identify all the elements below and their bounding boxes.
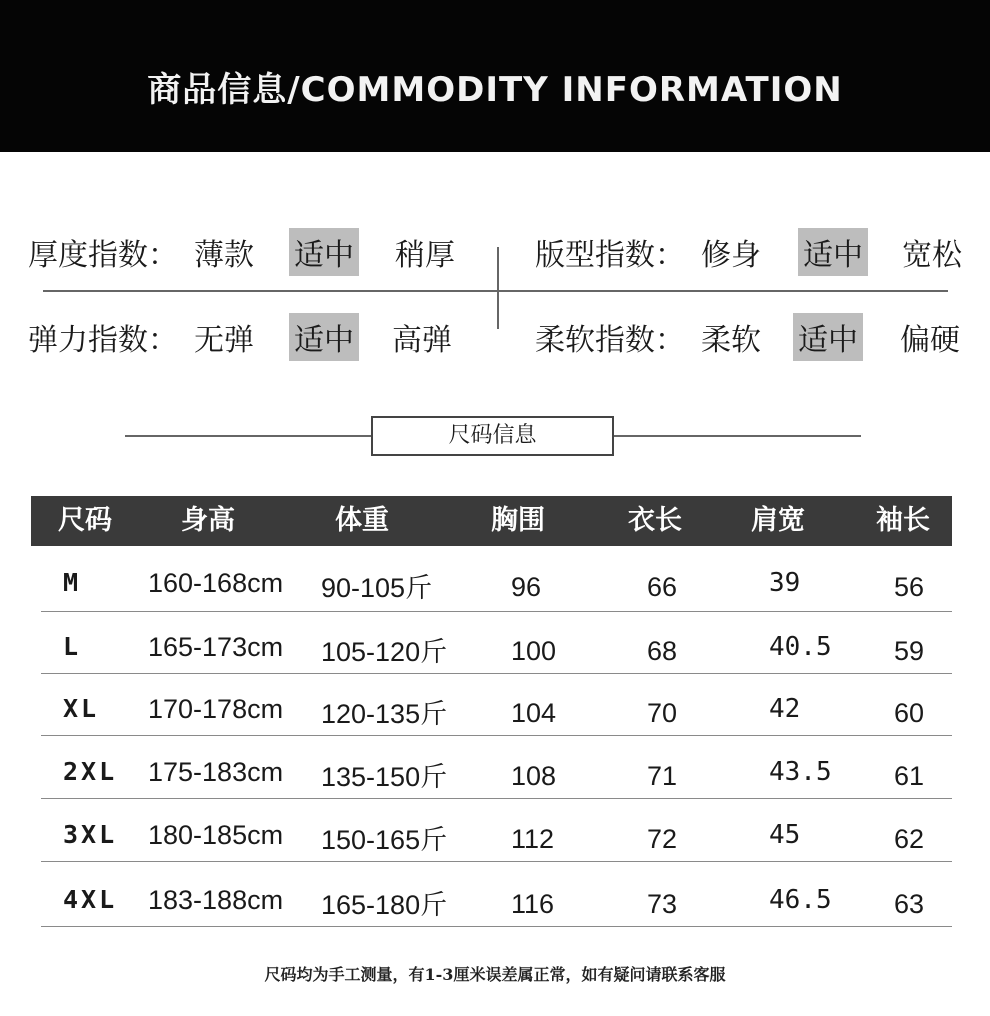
cell-chest: 112 <box>511 824 555 854</box>
elasticity-opt-high: 高弹 <box>392 323 452 358</box>
cell-size: M <box>63 568 82 597</box>
col-header-size: 尺码 <box>58 505 112 536</box>
cell-length: 73 <box>647 889 678 919</box>
cell-chest: 100 <box>511 636 557 666</box>
cell-weight: 120-135斤 <box>321 699 448 729</box>
cell-sleeve: 60 <box>894 698 925 728</box>
cell-shoulder: 43.5 <box>769 757 832 787</box>
cell-chest: 104 <box>511 698 557 728</box>
cell-height: 175-183cm <box>148 757 284 787</box>
softness-index <box>535 315 975 358</box>
cell-chest: 96 <box>511 572 542 602</box>
cell-sleeve: 63 <box>894 889 925 919</box>
index-divider-horizontal <box>43 290 948 292</box>
cell-chest: 116 <box>511 889 555 919</box>
fit-opt-loose: 宽松 <box>902 238 962 273</box>
table-row <box>31 865 952 927</box>
thickness-opt-thick: 稍厚 <box>395 238 455 273</box>
table-row <box>31 737 952 799</box>
cell-sleeve: 56 <box>894 572 925 602</box>
cell-shoulder: 42 <box>769 694 801 724</box>
cell-chest: 108 <box>511 761 557 791</box>
size-section-title: 尺码信息 <box>371 416 614 456</box>
col-header-sleeve: 袖长 <box>876 505 930 536</box>
size-title-line-right <box>614 435 861 437</box>
fit-opt-slim: 修身 <box>701 238 761 273</box>
cell-length: 66 <box>647 572 678 602</box>
cell-sleeve: 61 <box>894 761 925 791</box>
cell-size: 3XL <box>63 820 118 849</box>
cell-size: XL <box>63 694 100 723</box>
cell-length: 68 <box>647 636 678 666</box>
cell-length: 70 <box>647 698 678 728</box>
fit-index <box>535 230 975 273</box>
softness-opt-medium-selected: 适中 <box>793 313 863 361</box>
row-divider <box>41 861 952 862</box>
table-row <box>31 800 952 862</box>
page-title: 商品信息/COMMODITY INFORMATION <box>147 70 843 110</box>
cell-sleeve: 62 <box>894 824 925 854</box>
elasticity-opt-medium-selected: 适中 <box>289 313 359 361</box>
thickness-label: 厚度指数： <box>28 238 178 273</box>
header-banner <box>0 0 990 152</box>
cell-shoulder: 45 <box>769 820 801 850</box>
col-header-length: 衣长 <box>628 505 682 536</box>
cell-weight: 105-120斤 <box>321 637 448 667</box>
cell-height: 170-178cm <box>148 694 284 724</box>
fit-label: 版型指数： <box>535 238 685 273</box>
size-title-line-left <box>125 435 371 437</box>
row-divider <box>41 798 952 799</box>
fit-opt-medium-selected: 适中 <box>798 228 868 276</box>
row-divider <box>41 735 952 736</box>
cell-height: 180-185cm <box>148 820 284 850</box>
cell-shoulder: 39 <box>769 568 801 598</box>
cell-length: 72 <box>647 824 678 854</box>
col-header-shoulder: 肩宽 <box>751 505 805 536</box>
elasticity-label: 弹力指数： <box>28 323 178 358</box>
elasticity-index <box>28 315 478 358</box>
cell-sleeve: 59 <box>894 636 925 666</box>
softness-opt-soft: 柔软 <box>701 323 761 358</box>
cell-shoulder: 40.5 <box>769 632 832 662</box>
table-row <box>31 612 952 674</box>
col-header-height: 身高 <box>181 505 235 536</box>
thickness-opt-thin: 薄款 <box>194 238 254 273</box>
cell-height: 183-188cm <box>148 885 284 915</box>
table-row <box>31 550 952 612</box>
row-divider <box>41 926 952 927</box>
table-row <box>31 674 952 736</box>
col-header-chest: 胸围 <box>491 505 545 536</box>
elasticity-opt-none: 无弹 <box>194 323 254 358</box>
cell-weight: 90-105斤 <box>321 573 433 603</box>
cell-height: 165-173cm <box>148 632 284 662</box>
index-divider-vertical <box>497 247 499 329</box>
thickness-index <box>28 230 478 273</box>
cell-weight: 135-150斤 <box>321 762 448 792</box>
col-header-weight: 体重 <box>335 505 389 536</box>
cell-shoulder: 46.5 <box>769 885 832 915</box>
cell-weight: 165-180斤 <box>321 890 448 920</box>
softness-label: 柔软指数： <box>535 323 685 358</box>
cell-size: 2XL <box>63 757 118 786</box>
thickness-opt-medium-selected: 适中 <box>289 228 359 276</box>
cell-height: 160-168cm <box>148 568 284 598</box>
size-table-header <box>31 496 952 546</box>
cell-length: 71 <box>647 761 678 791</box>
cell-size: 4XL <box>63 885 118 914</box>
softness-opt-stiff: 偏硬 <box>900 323 960 358</box>
cell-size: L <box>63 632 82 661</box>
cell-weight: 150-165斤 <box>321 825 448 855</box>
measurement-footnote: 尺码均为手工测量，有1-3厘米误差属正常，如有疑问请联系客服 <box>264 965 726 984</box>
